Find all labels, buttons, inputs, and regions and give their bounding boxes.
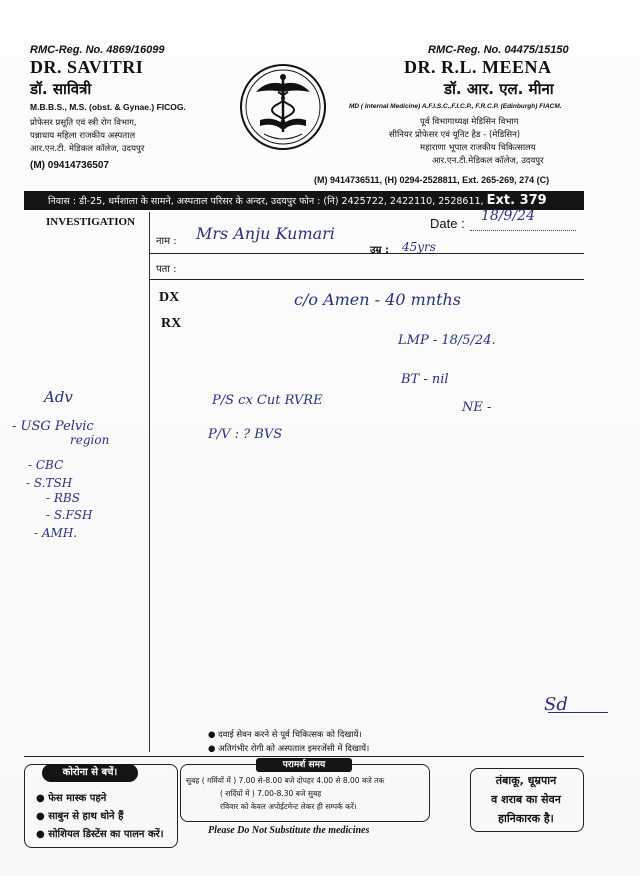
visit-date: 18/9/24 xyxy=(481,208,535,224)
advice-item-2: - CBC xyxy=(28,458,64,472)
tobacco-line-2: व शराब का सेवन xyxy=(491,793,561,806)
corona-item-1: ● फेस मास्क पहने xyxy=(36,793,107,804)
right-line4: आर.एन.टी.मेडिकल कॉलेज, उदयपुर xyxy=(432,156,544,166)
advice-item-3: - S.TSH xyxy=(26,476,73,490)
left-mobile: (M) 09414736507 xyxy=(30,160,109,171)
advice-item-5: - S.FSH xyxy=(46,508,93,522)
right-line3: महाराणा भूपाल राजकीय चिकित्सालय xyxy=(420,143,536,153)
consult-line-2: ( सर्दियों में ) 7.00-8.30 बजे सुबह xyxy=(220,789,322,798)
left-qualifications: M.B.B.S., M.S. (obst. & Gynae.) FICOG. xyxy=(30,102,186,112)
corona-item-3: ● सोशियल डिस्टेंस का पालन करें। xyxy=(36,829,164,840)
advice-item-6: - AMH. xyxy=(34,526,78,540)
right-doctor-name-hindi: डॉ. आर. एल. मीना xyxy=(444,80,554,98)
per-vaginal: P/V : ? BVS xyxy=(208,427,283,442)
no-substitute-note: Please Do Not Substitute the medicines xyxy=(208,825,370,836)
left-doctor-name: DR. SAVITRI xyxy=(30,57,144,77)
tobacco-line-3: हानिकारक है। xyxy=(498,812,554,825)
ne: NE - xyxy=(462,400,492,415)
patient-name: Mrs Anju Kumari xyxy=(196,224,335,243)
left-designation: प्रोफेसर प्रसूति एवं स्त्री रोग विभाग, xyxy=(30,118,137,128)
consult-line-1: सुबह ( गर्मियों में ) 7.00 से-8.00 बजे दोपहर 4.00 से 8.00 बजे तक xyxy=(186,776,385,785)
corona-title: कोरोना से बचें। xyxy=(42,764,138,782)
complaint: c/o Amen - 40 mnths xyxy=(294,290,462,309)
footer-note-1: ● दवाई सेवन करने से पूर्व चिकित्सक को दिखायें। xyxy=(208,730,362,740)
investigation-divider xyxy=(149,212,150,752)
address-text: निवास : डी-25, धर्मशाला के सामने, अस्पताल परिसर के अन्दर, उदयपुर फोन : (नि) 2425722, 2422110, 2528611, xyxy=(48,196,484,207)
rx-symbol: RX xyxy=(161,316,182,331)
right-reg-number: RMC-Reg. No. 04475/15150 xyxy=(428,44,569,56)
right-phones: (M) 9414736511, (H) 0294-2528811, Ext. 265-269, 274 (C) xyxy=(314,175,550,185)
name-label: नाम : xyxy=(156,236,177,247)
left-college: आर.एन.टी. मेडिकल कॉलेज, उदयपुर xyxy=(30,144,145,154)
advice-item-4: - RBS xyxy=(46,491,80,505)
age-label: उम्र : xyxy=(370,245,389,256)
left-reg-number: RMC-Reg. No. 4869/16099 xyxy=(30,44,165,56)
address-ext: Ext. 379 xyxy=(486,193,547,208)
address-row-line xyxy=(150,279,584,280)
corona-item-2: ● साबुन से हाथ धोने हैं xyxy=(36,811,124,822)
left-doctor-name-hindi: डॉ. सावित्री xyxy=(30,80,92,98)
consult-line-3: रविवार को केवल अपोईटमेन्ट लेकर ही सम्पर्क करें। xyxy=(220,802,357,811)
right-qualifications: MD ( Internal Medicine) A.F.I.S.C.,F.I.C.P., F.R.C.P. (Edinburgh) FIACM. xyxy=(349,103,562,110)
consult-title: परामर्श समय xyxy=(256,758,352,772)
bt: BT - nil xyxy=(401,372,449,387)
address-label: पता : xyxy=(156,264,177,275)
lmp: LMP - 18/5/24. xyxy=(398,333,496,348)
dx-symbol: DX xyxy=(159,290,180,305)
footer-divider xyxy=(24,756,584,757)
date-label: Date : xyxy=(430,216,465,231)
investigation-label: INVESTIGATION xyxy=(46,216,136,228)
advice-title: Adv xyxy=(44,388,73,406)
date-line xyxy=(470,230,576,231)
advice-item-1: - USG Pelvic xyxy=(12,419,94,434)
advice-item-1b: region xyxy=(70,433,110,447)
signature-stroke xyxy=(548,712,608,713)
footer-note-2: ● अतिगंभीर रोगी को अस्पताल इमरजेंसी में दिखायें। xyxy=(208,744,370,754)
right-line1: पूर्व विभागाध्यक्ष मेडिसिन विभाग xyxy=(420,117,519,127)
right-line2: सीनियर प्रोफेसर एवं यूनिट हैड - (मेडिसिन) xyxy=(389,130,521,140)
tobacco-line-1: तंबाकू, धूम्रपान xyxy=(495,774,557,787)
per-speculum: P/S cx Cut RVRE xyxy=(212,393,323,408)
name-row-line xyxy=(150,253,584,254)
patient-age: 45yrs xyxy=(402,240,436,254)
left-hospital: पन्नाधाय महिला राजकीय अस्पताल xyxy=(30,131,136,141)
right-doctor-name: DR. R.L. MEENA xyxy=(404,57,552,77)
caduceus-emblem-icon xyxy=(238,62,328,152)
doctor-signature: Sd xyxy=(544,694,568,715)
